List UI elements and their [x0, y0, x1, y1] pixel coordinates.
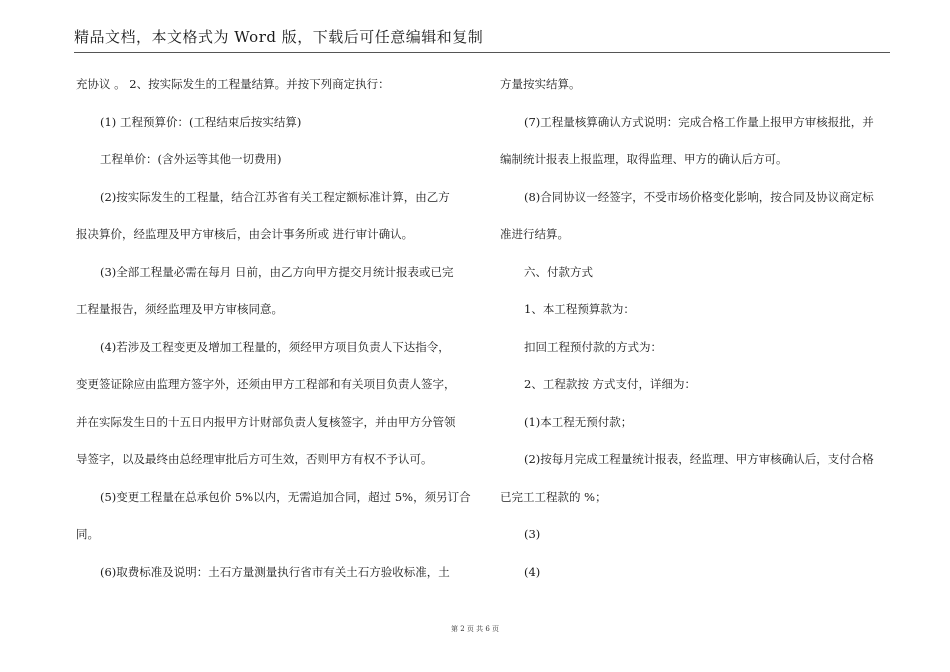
text-line: (3) — [524, 527, 541, 541]
left-column — [76, 70, 472, 595]
text-line: 准进行结算。 — [500, 227, 569, 241]
text-line: (8)合同协议一经签字，不受市场价格变化影响，按合同及协议商定标 — [524, 189, 874, 204]
text-line: (6)取费标准及说明：土石方量测量执行省市有关土石方验收标准，土 — [100, 564, 450, 579]
text-line: 并在实际发生日的十五日内报甲方计财部负责人复核签字，并由甲方分管领 — [76, 414, 456, 429]
text-line: (5)变更工程量在总承包价 5%以内，无需追加合同，超过 5%，须另订合 — [100, 489, 471, 504]
text-line: 工程单价：(含外运等其他一切费用) — [100, 152, 282, 166]
page-footer — [0, 624, 950, 634]
text-line: 扣回工程预付款的方式为： — [524, 339, 662, 354]
text-line: 1、本工程预算款为： — [524, 302, 635, 316]
page-number: 第 2 页 共 6 页 — [450, 625, 500, 633]
header-title: 精品文档，本文格式为 Word 版，下载后可任意编辑和复制 — [74, 28, 484, 46]
text-line: 充协议 。 2、按实际发生的工程量结算。并按下列商定执行： — [76, 77, 390, 91]
text-line: 已完工工程款的 %； — [500, 489, 607, 504]
text-line: 六、付款方式 — [524, 264, 593, 279]
text-line: 报决算价，经监理及甲方审核后，由会计事务所或 进行审计确认。 — [76, 227, 414, 241]
text-line: 导签字，以及最终由总经理审批后方可生效，否则甲方有权不予认可。 — [76, 452, 433, 466]
text-line: 变更签证除应由监理方签字外，还须由甲方工程部和有关项目负责人签字， — [76, 377, 456, 391]
text-line: (4)若涉及工程变更及增加工程量的，须经甲方项目负责人下达指令， — [100, 339, 450, 354]
right-column — [500, 70, 890, 595]
text-line: (2)按实际发生的工程量，结合江苏省有关工程定额标准计算，由乙方 — [100, 189, 450, 204]
text-line: (2)按每月完成工程量统计报表，经监理、甲方审核确认后，支付合格 — [524, 452, 874, 466]
text-line: (7)工程量核算确认方式说明：完成合格工作量上报甲方审核报批，并 — [524, 114, 874, 129]
text-line: 同。 — [76, 527, 99, 541]
text-line: (1) 工程预算价：(工程结束后按实结算) — [100, 114, 302, 129]
document-header — [74, 22, 890, 53]
text-line: (4) — [524, 564, 541, 579]
text-line: (3)全部工程量必需在每月 日前，由乙方向甲方提交月统计报表或已完 — [100, 264, 454, 279]
text-line: 方量按实结算。 — [500, 77, 581, 91]
text-line: 编制统计报表上报监理，取得监理、甲方的确认后方可。 — [500, 152, 788, 166]
text-line: 工程量报告，须经监理及甲方审核同意。 — [76, 302, 283, 316]
text-line: (1)本工程无预付款； — [524, 414, 633, 429]
text-line: 2、工程款按 方式支付，详细为： — [524, 377, 696, 391]
